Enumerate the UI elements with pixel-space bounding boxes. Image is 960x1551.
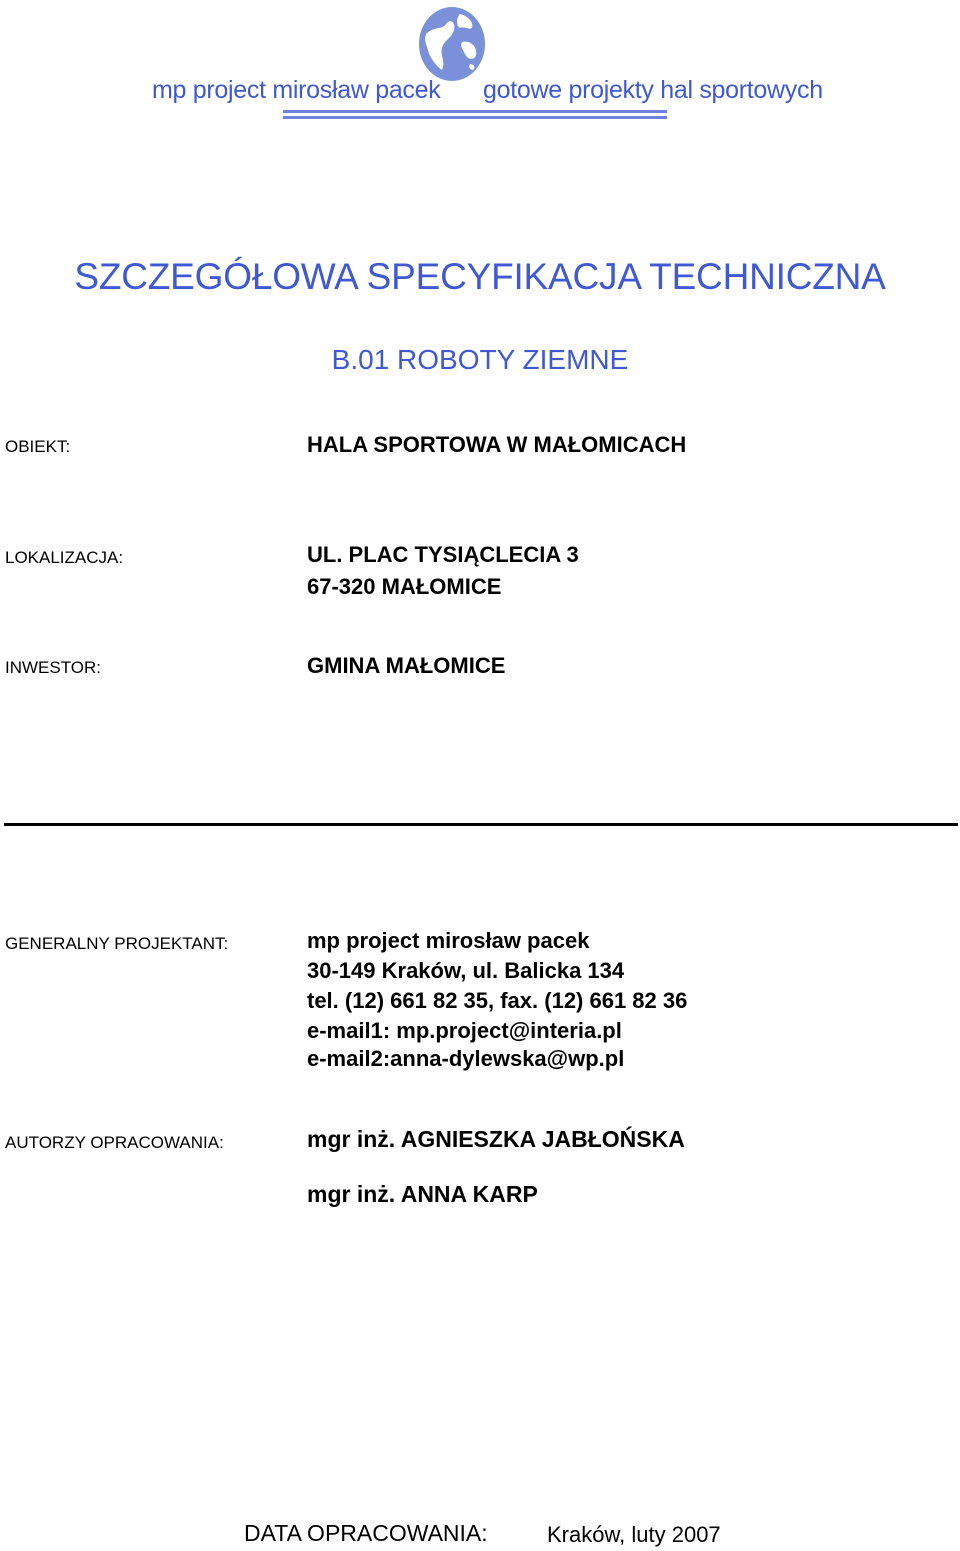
projektant-line-2: 30-149 Kraków, ul. Balicka 134 xyxy=(307,958,625,983)
projektant-line-3: tel. (12) 661 82 35, fax. (12) 661 82 36 xyxy=(307,988,688,1013)
lokalizacja-line-2: 67-320 MAŁOMICE xyxy=(307,574,502,599)
globe-icon xyxy=(416,4,488,84)
obiekt-value: HALA SPORTOWA W MAŁOMICACH xyxy=(307,432,687,457)
lokalizacja-line-1: UL. PLAC TYSIĄCLECIA 3 xyxy=(307,542,579,567)
company-name: mp project mirosław pacek xyxy=(152,76,441,104)
company-tagline: gotowe projekty hal sportowych xyxy=(483,76,823,104)
autorzy-label: AUTORZY OPRACOWANIA: xyxy=(5,1133,224,1152)
inwestor-label: INWESTOR: xyxy=(5,658,102,677)
document-title: SZCZEGÓŁOWA SPECYFIKACJA TECHNICZNA xyxy=(74,256,886,297)
projektant-line-5: e-mail2:anna-dylewska@wp.pl xyxy=(307,1046,625,1071)
section-divider xyxy=(4,823,958,826)
obiekt-label: OBIEKT: xyxy=(5,437,71,456)
projektant-line-1: mp project mirosław pacek xyxy=(307,928,590,953)
autor-1: mgr inż. AGNIESZKA JABŁOŃSKA xyxy=(307,1126,685,1152)
date-value: Kraków, luty 2007 xyxy=(547,1522,721,1547)
lokalizacja-label: LOKALIZACJA: xyxy=(5,548,124,567)
projektant-label: GENERALNY PROJEKTANT: xyxy=(5,934,229,953)
header-rule-bottom xyxy=(283,116,667,119)
inwestor-value: GMINA MAŁOMICE xyxy=(307,653,506,678)
autor-2: mgr inż. ANNA KARP xyxy=(307,1181,538,1207)
document-subtitle: B.01 ROBOTY ZIEMNE xyxy=(331,344,629,375)
header-rule-top xyxy=(283,110,667,113)
projektant-line-4: e-mail1: mp.project@interia.pl xyxy=(307,1018,622,1043)
date-label: DATA OPRACOWANIA: xyxy=(244,1520,488,1546)
